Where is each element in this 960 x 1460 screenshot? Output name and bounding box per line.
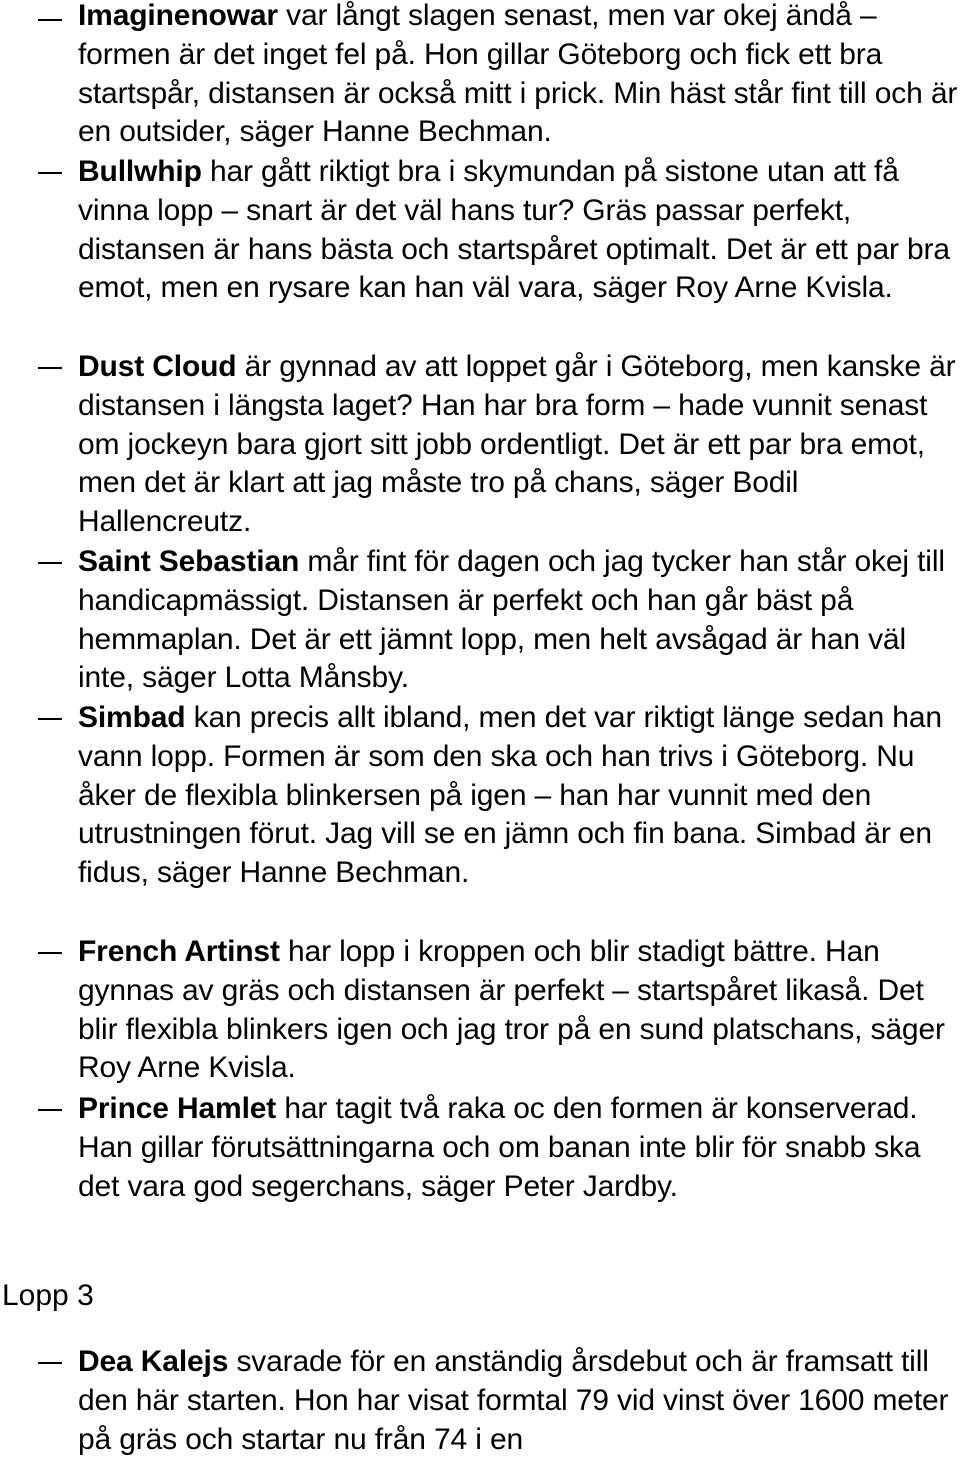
dash-bullet [38,172,62,174]
item-text [78,153,958,308]
item-body: är gynnad av att loppet går i Göteborg, men kanske är distansen i längsta laget? Han har bra form – hade vunnit senast om jockeyn bara gjort sitt jobb ordentligt. Det är ett par bra emot, men det är klart att jag måste tro på chans, säger Bodil Hallencreutz. [78,350,956,539]
item-body: mår fint för dagen och jag tycker han står okej till handicapmässigt. Distansen är perfekt och han går bäst på hemmaplan. Det är ett jämnt lopp, men helt avsågad är han väl inte, säger Lotta Månsby. [78,545,945,695]
dash-bullet [38,19,62,21]
item-body: har lopp i kroppen och blir stadigt bättre. Han gynnas av gräs och distansen är perfekt – startspåret likaså. Det blir flexibla blinkers igen och jag tror på en sund platschans, säger Roy Arne Kvisla. [78,935,945,1085]
item-text [78,348,958,542]
dash-bullet [38,718,62,720]
item-body: kan precis allt ibland, men det var riktigt länge sedan han vann lopp. Formen är som den ska och han trivs i Göteborg. Nu åker de flexibla blinkersen på igen – han har vunnit med den utrustningen förut. Jag vill se en jämn och fin bana. Simbad är en fidus, säger Hanne Bechman. [78,701,942,890]
dash-bullet [38,1109,62,1111]
horse-name: Saint Sebastian [78,545,300,578]
item-text [78,543,958,698]
dash-bullet [38,1362,62,1364]
horse-name: Prince Hamlet [78,1092,277,1125]
section-heading: Lopp 3 [2,1279,94,1312]
dash-bullet [38,562,62,564]
item-body: har gått riktigt bra i skymundan på sistone utan att få vinna lopp – snart är det väl hans tur? Gräs passar perfekt, distansen är hans bästa och startspåret optimalt. Det är ett par bra emot, men en rysare kan han väl vara, säger Roy Arne Kvisla. [78,155,950,305]
item-body: var långt slagen senast, men var okej ändå – formen är det inget fel på. Hon gillar Göteborg och fick ett bra startspår, distansen är också mitt i prick. Min häst står fint till och är en outsider, säger Hanne Bechman. [78,0,958,149]
item-text [78,1343,958,1459]
dash-bullet [38,367,62,369]
item-text [78,0,958,152]
item-body: har tagit två raka oc den formen är konserverad. Han gillar förutsättningarna och om banan inte blir för snabb ska det vara god segerchans, säger Peter Jardby. [78,1092,921,1203]
horse-name: Dust Cloud [78,350,237,383]
horse-name: Simbad [78,701,186,734]
horse-name: French Artinst [78,935,280,968]
dash-bullet [38,952,62,954]
horse-name: Imaginenowar [78,0,278,32]
horse-name: Bullwhip [78,155,202,188]
item-body: svarade för en anständig årsdebut och är framsatt till den här starten. Hon har visat formtal 79 vid vinst över 1600 meter på gräs och startar nu från 74 i en [78,1345,949,1456]
item-text [78,699,958,893]
horse-name: Dea Kalejs [78,1345,229,1378]
item-text [78,1090,958,1206]
item-text [78,933,958,1088]
